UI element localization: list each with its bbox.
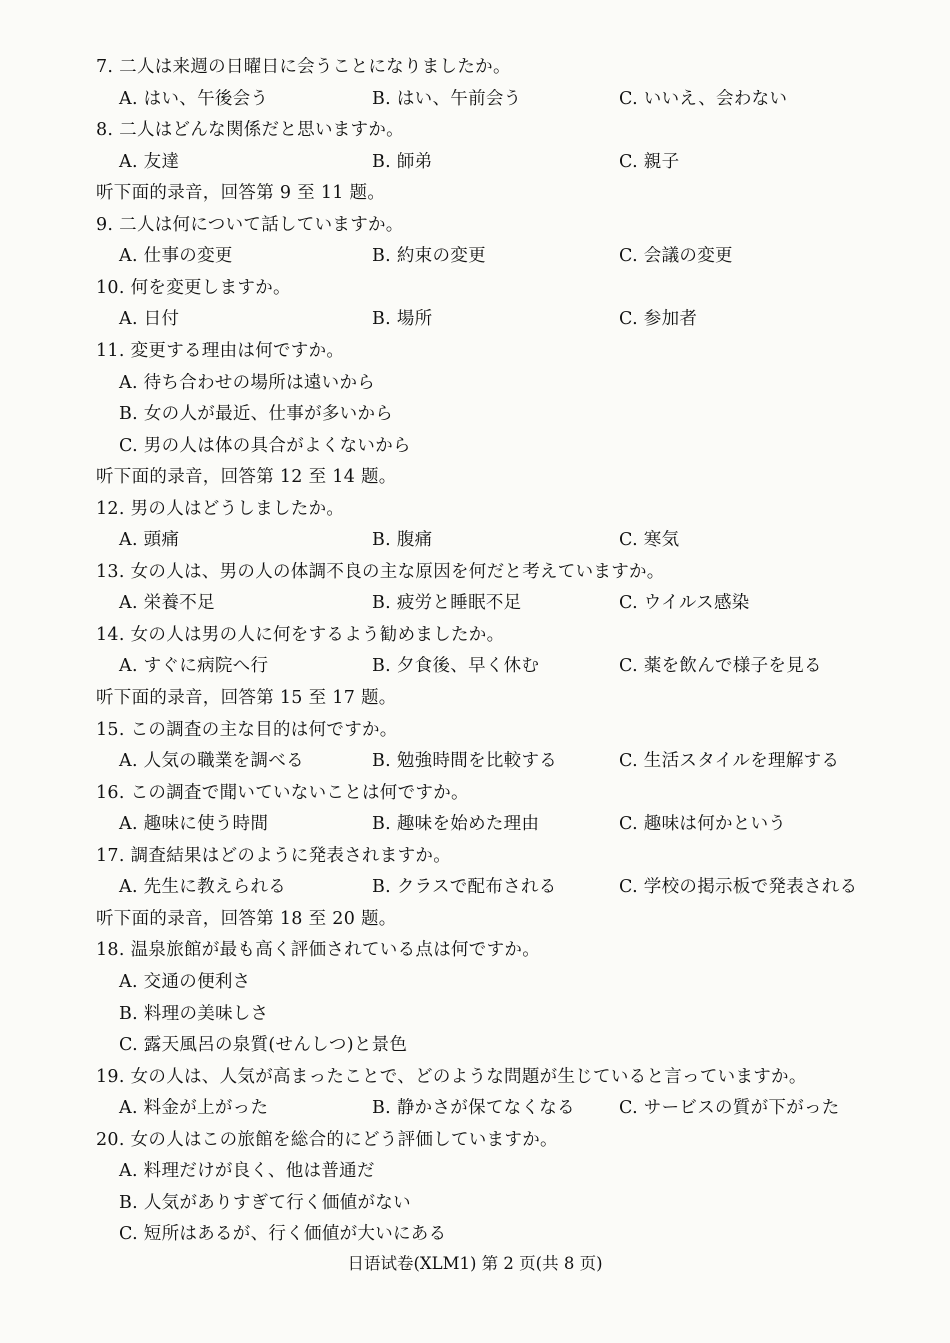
answer-option-c: C. 趣味は何かという [619, 814, 787, 834]
answer-option-c: C. 親子 [619, 152, 680, 172]
answer-option-b: B. 腹痛 [372, 530, 433, 550]
answer-option: C. 短所はあるが、行く価値が大いにある [119, 1224, 447, 1244]
answer-option: C. 露天風呂の泉質(せんしつ)と景色 [119, 1035, 408, 1055]
answer-option-b: B. 師弟 [372, 152, 433, 172]
answer-option-a: A. 頭痛 [119, 530, 180, 550]
answer-option-a: A. 料金が上がった [119, 1098, 269, 1118]
answer-option-b: B. 場所 [372, 309, 433, 329]
answer-option: A. 交通の便利さ [119, 972, 251, 992]
answer-option-c: C. ウイルス感染 [619, 593, 750, 613]
answer-option-b: B. 趣味を始めた理由 [372, 814, 540, 834]
answer-option-c: C. 参加者 [619, 309, 698, 329]
question-text: 12. 男の人はどうしましたか。 [96, 499, 345, 519]
question-text: 9. 二人は何について話していますか。 [96, 215, 404, 235]
question-text: 15. この調査の主な目的は何ですか。 [96, 720, 398, 740]
question-text: 19. 女の人は、人気が高まったことで、どのような問題が生じていると言っていますか。 [96, 1067, 807, 1087]
question-text: 13. 女の人は、男の人の体調不良の主な原因を何だと考えていますか。 [96, 562, 665, 582]
question-text: 17. 調査結果はどのように発表されますか。 [96, 846, 451, 866]
question-text: 11. 変更する理由は何ですか。 [96, 341, 345, 361]
page-footer: 日语试卷(XLM1) 第 2 页(共 8 页) [347, 1254, 603, 1273]
question-text: 10. 何を変更しますか。 [96, 278, 291, 298]
answer-option-a: A. 人気の職業を調べる [119, 751, 304, 771]
answer-option: B. 人気がありすぎて行く価値がない [119, 1193, 411, 1213]
answer-option-b: B. 疲労と睡眠不足 [372, 593, 522, 613]
question-text: 16. この調査で聞いていないことは何ですか。 [96, 783, 469, 803]
section-instruction: 听下面的录音，回答第 9 至 11 题。 [96, 183, 386, 203]
answer-option-b: B. 約束の変更 [372, 246, 486, 266]
answer-option-a: A. 先生に教えられる [119, 877, 287, 897]
answer-option-b: B. 静かさが保てなくなる [372, 1098, 575, 1118]
answer-option: A. 料理だけが良く、他は普通だ [119, 1161, 375, 1181]
answer-option-b: B. 夕食後、早く休む [372, 656, 540, 676]
section-instruction: 听下面的录音，回答第 18 至 20 题。 [96, 909, 397, 929]
question-text: 14. 女の人は男の人に何をするよう勧めましたか。 [96, 625, 505, 645]
answer-option-a: A. 友達 [119, 152, 180, 172]
answer-option-a: A. 日付 [119, 309, 180, 329]
question-text: 8. 二人はどんな関係だと思いますか。 [96, 120, 404, 140]
section-instruction: 听下面的录音，回答第 15 至 17 题。 [96, 688, 397, 708]
section-instruction: 听下面的录音，回答第 12 至 14 题。 [96, 467, 397, 487]
answer-option-c: C. 薬を飲んで様子を見る [619, 656, 822, 676]
answer-option: C. 男の人は体の具合がよくないから [119, 436, 411, 456]
question-text: 20. 女の人はこの旅館を総合的にどう評価していますか。 [96, 1130, 558, 1150]
answer-option-a: A. すぐに病院へ行 [119, 656, 269, 676]
answer-option-c: C. いいえ、会わない [619, 89, 788, 109]
answer-option-c: C. 学校の掲示板で発表される [619, 877, 858, 897]
answer-option-c: C. 会議の変更 [619, 246, 733, 266]
answer-option-c: C. 寒気 [619, 530, 680, 550]
answer-option-a: A. 栄養不足 [119, 593, 215, 613]
answer-option-a: A. はい、午後会う [119, 89, 269, 109]
question-text: 18. 温泉旅館が最も高く評価されている点は何ですか。 [96, 940, 540, 960]
question-text: 7. 二人は来週の日曜日に会うことになりましたか。 [96, 57, 511, 77]
answer-option-b: B. 勉強時間を比較する [372, 751, 558, 771]
answer-option-b: B. はい、午前会う [372, 89, 522, 109]
answer-option-a: A. 趣味に使う時間 [119, 814, 269, 834]
answer-option-c: C. サービスの質が下がった [619, 1098, 840, 1118]
answer-option-b: B. クラスで配布される [372, 877, 557, 897]
answer-option-c: C. 生活スタイルを理解する [619, 751, 840, 771]
answer-option: B. 女の人が最近、仕事が多いから [119, 404, 394, 424]
answer-option: A. 待ち合わせの場所は遠いから [119, 373, 376, 393]
answer-option-a: A. 仕事の変更 [119, 246, 233, 266]
answer-option: B. 料理の美味しさ [119, 1004, 269, 1024]
